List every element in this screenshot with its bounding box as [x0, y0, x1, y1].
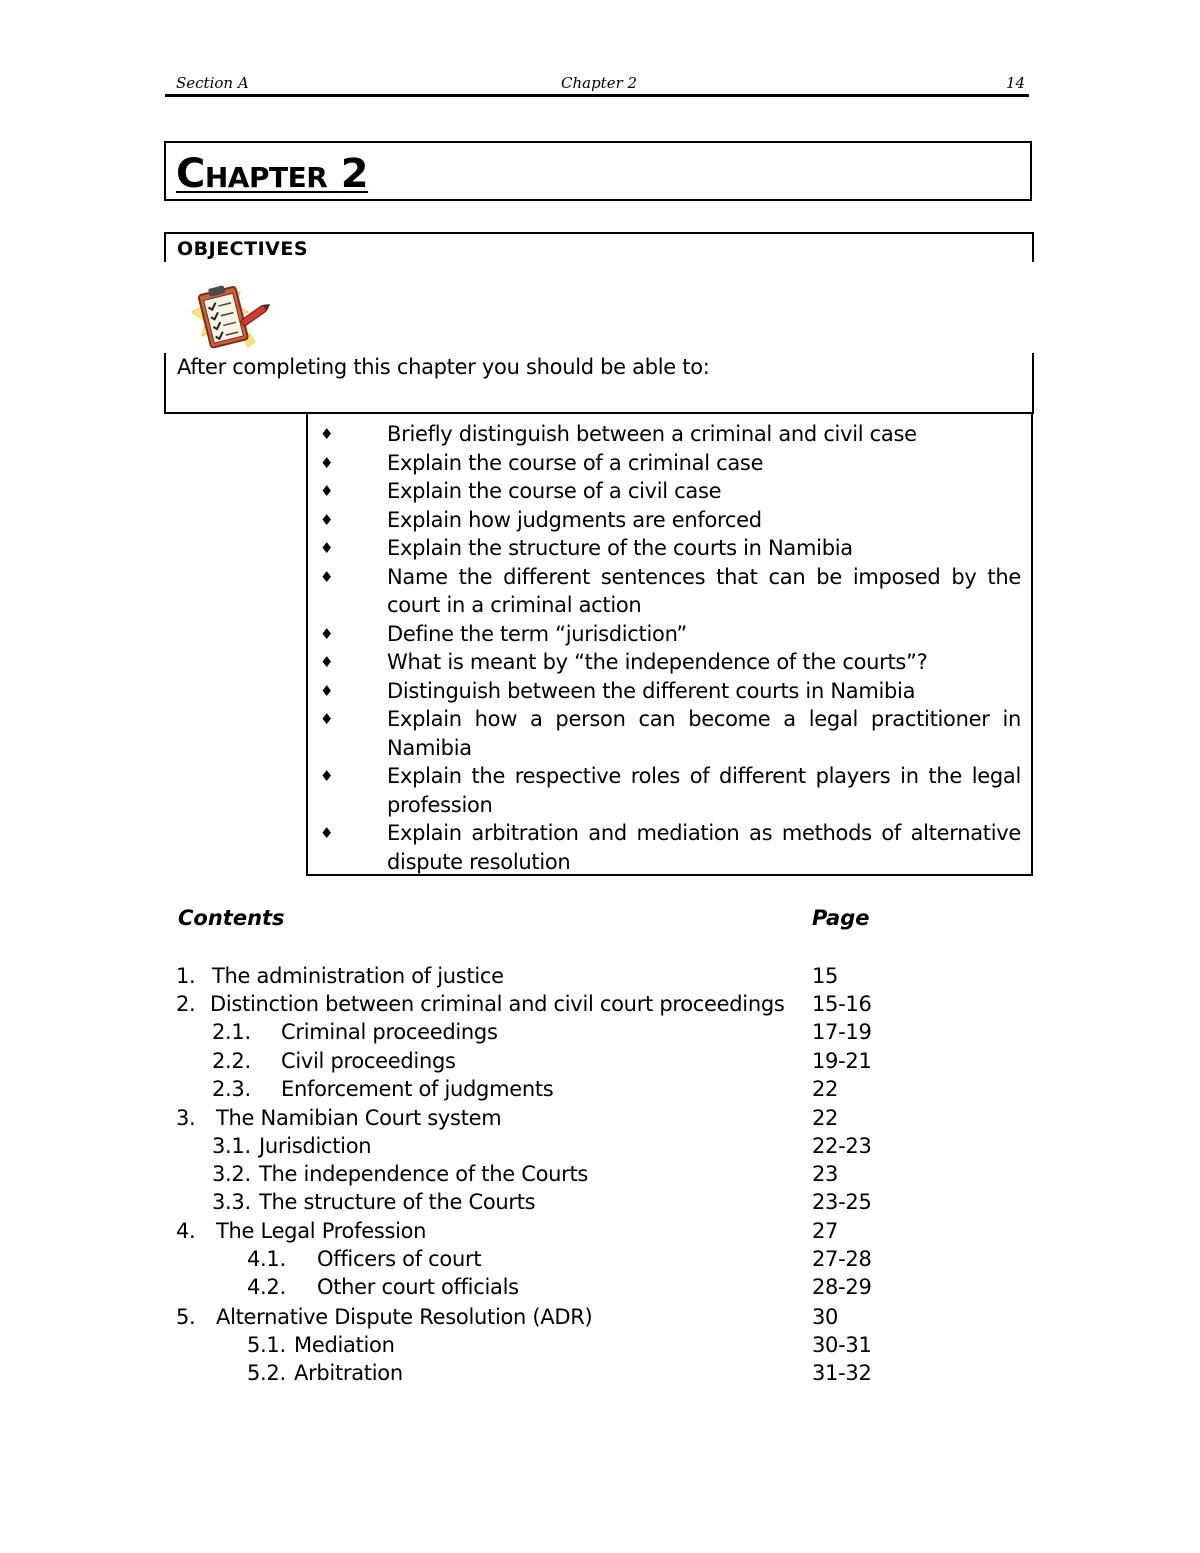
- diamond-bullet-icon: ♦: [320, 824, 334, 842]
- list-item: ♦ Explain how judgments are enforced: [308, 506, 1031, 535]
- diamond-bullet-icon: ♦: [320, 510, 334, 529]
- objectives-box-left-lower: [164, 353, 166, 414]
- diamond-bullet-icon: ♦: [320, 653, 334, 671]
- list-item: ♦ What is meant by “the independence of the courts”?: [308, 648, 1031, 677]
- contents-heading: Contents: [178, 906, 285, 930]
- diamond-bullet-icon: ♦: [320, 681, 334, 700]
- chapter-title-cap: C: [176, 151, 205, 197]
- list-item: ♦ Explain the structure of the courts in Namibia: [308, 534, 1031, 563]
- list-item: ♦ Name the different sentences that can be imposed by the court in a criminal action: [320, 564, 1021, 617]
- diamond-bullet-icon: ♦: [320, 482, 334, 500]
- diamond-bullet-icon: ♦: [320, 453, 334, 472]
- list-item: ♦ Explain the respective roles of different players in the legal profession: [320, 764, 1021, 817]
- header-page-number: 14: [1006, 74, 1026, 92]
- clipboard-checklist-icon: [184, 276, 276, 356]
- chapter-title: [176, 150, 368, 202]
- contents-page-heading: Page: [812, 906, 870, 930]
- diamond-bullet-icon: ♦: [320, 767, 334, 785]
- list-item: ♦ Explain arbitration and mediation as methods of alternative dispute resolution: [320, 821, 1021, 874]
- objectives-intro: After completing this chapter you should be able to:: [177, 355, 710, 379]
- list-item: ♦ Explain the course of a civil case: [308, 477, 1031, 506]
- header-chapter: Chapter 2: [561, 74, 638, 92]
- chapter-title-small: HAPTER: [204, 161, 328, 194]
- diamond-bullet-icon: ♦: [320, 624, 334, 643]
- header-section: Section A: [176, 74, 249, 92]
- list-item: ♦ Briefly distinguish between a criminal and civil case: [308, 420, 1031, 449]
- header-rule: [165, 94, 1029, 97]
- objectives-box-right-upper: [1032, 232, 1034, 262]
- objectives-heading: OBJECTIVES: [177, 238, 309, 260]
- chapter-title-number: 2: [340, 151, 369, 197]
- objectives-list: [306, 414, 1033, 876]
- list-item: ♦ Explain how a person can become a legal practitioner in Namibia: [320, 707, 1021, 760]
- diamond-bullet-icon: ♦: [320, 567, 334, 586]
- list-item: ♦ Explain the course of a criminal case: [308, 449, 1031, 478]
- objectives-box-right-lower: [1032, 353, 1034, 414]
- diamond-bullet-icon: ♦: [320, 425, 334, 443]
- objectives-box-top: [164, 232, 1034, 234]
- diamond-bullet-icon: ♦: [320, 710, 334, 728]
- diamond-bullet-icon: ♦: [320, 539, 334, 557]
- objectives-box-left-upper: [164, 232, 166, 262]
- list-item: ♦ Distinguish between the different courts in Namibia: [308, 677, 1031, 706]
- list-item: ♦ Define the term “jurisdiction”: [308, 620, 1031, 649]
